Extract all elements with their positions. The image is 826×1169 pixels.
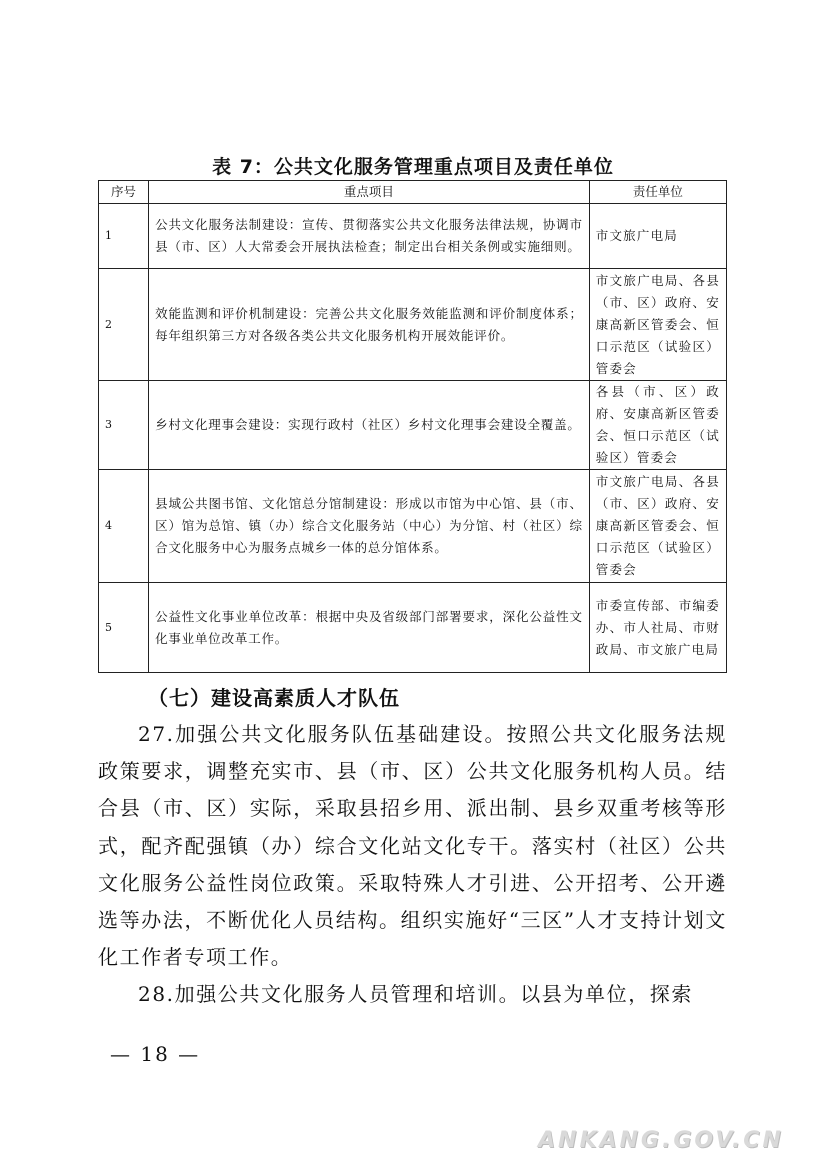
table-row — [99, 269, 727, 381]
project-cell: 效能监测和评价机制建设：完善公共文化服务效能监测和评价制度体系；每年组织第三方对各级各类公共文化服务机构开展效能评价。 — [149, 269, 590, 381]
table-header-row — [99, 181, 727, 204]
project-cell: 公共文化服务法制建设：宣传、贯彻落实公共文化服务法律法规，协调市县（市、区）人大常委会开展执法检查；制定出台相关条例或实施细则。 — [149, 204, 590, 269]
table-row — [99, 204, 727, 269]
unit-cell: 市文旅广电局 — [589, 204, 726, 269]
table-row — [99, 583, 727, 673]
table-row — [99, 470, 727, 583]
section-heading: （七）建设高素质人才队伍 — [148, 686, 400, 710]
watermark: ANKANG.GOV.CN — [538, 1128, 784, 1153]
project-cell: 公益性文化事业单位改革：根据中央及省级部门部署要求，深化公益性文化事业单位改革工作。 — [149, 583, 590, 673]
table-title: 表 7：公共文化服务管理重点项目及责任单位 — [212, 156, 614, 178]
unit-cell: 市文旅广电局、各县（市、区）政府、安康高新区管委会、恒口示范区（试验区）管委会 — [589, 269, 726, 381]
unit-cell: 市文旅广电局、各县（市、区）政府、安康高新区管委会、恒口示范区（试验区）管委会 — [589, 470, 726, 583]
table-row — [99, 381, 727, 470]
body-text — [98, 716, 727, 1014]
row-number: 1 — [99, 204, 149, 269]
project-cell: 乡村文化理事会建设：实现行政村（社区）乡村文化理事会建设全覆盖。 — [149, 381, 590, 470]
paragraph: 27.加强公共文化服务队伍基础建设。按照公共文化服务法规政策要求，调整充实市、县（市、区）公共文化服务机构人员。结合县（市、区）实际，采取县招乡用、派出制、县乡双重考核等形式，配齐配强镇（办）综合文化站文化专干。落实村（社区）公共文化服务公益性岗位政策。采取特殊人才引进、公开招考、公开遴选等办法，不断优化人员结构。组织实施好“三区”人才支持计划文化工作者专项工作。 — [98, 722, 727, 970]
unit-cell: 各县（市、区）政府、安康高新区管委会、恒口示范区（试验区）管委会 — [589, 381, 726, 470]
header-no: 序号 — [99, 181, 149, 204]
page-number: — 18 — — [110, 1042, 201, 1066]
header-item: 重点项目 — [149, 181, 590, 204]
paragraph: 28.加强公共文化服务人员管理和培训。以县为单位，探索 — [138, 982, 694, 1007]
row-number: 3 — [99, 381, 149, 470]
projects-table — [98, 180, 727, 673]
row-number: 4 — [99, 470, 149, 583]
project-cell: 县域公共图书馆、文化馆总分馆制建设：形成以市馆为中心馆、县（市、区）馆为总馆、镇（办）综合文化服务站（中心）为分馆、村（社区）综合文化服务中心为服务点城乡一体的总分馆体系。 — [149, 470, 590, 583]
row-number: 2 — [99, 269, 149, 381]
row-number: 5 — [99, 583, 149, 673]
unit-cell: 市委宣传部、市编委办、市人社局、市财政局、市文旅广电局 — [589, 583, 726, 673]
header-unit: 责任单位 — [589, 181, 726, 204]
